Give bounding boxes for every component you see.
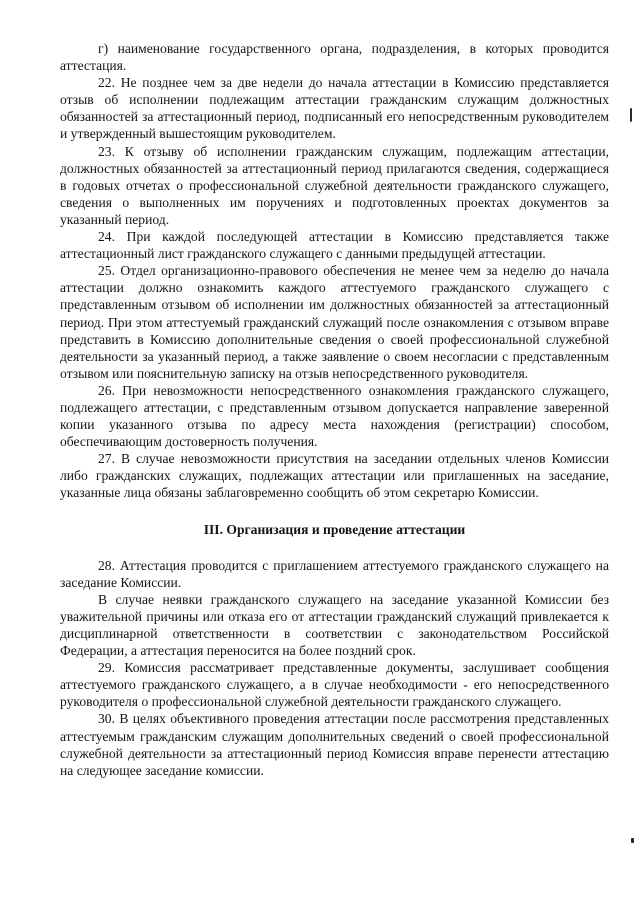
paragraph-24: 24. При каждой последующей аттестации в Комиссию представляется также аттестационный лист гражданского служащего с данными предыдущей аттестации. [60,229,609,262]
paragraph-26: 26. При невозможности непосредственного ознакомления гражданского служащего, подлежащего аттестации, с представленным отзывом допускается направление заверенной копии указанного отзыва по адресу места нахождения (регистрации) способом, обеспечивающим достоверность получения. [60,382,609,450]
scan-speck-bottom [631,838,634,843]
document-page [60,40,609,779]
scan-speck-top [630,108,632,122]
section-heading: III. Организация и проведение аттестации [203,521,466,537]
paragraph-sub-item-g: г) наименование государственного органа, подразделения, в которых проводится аттестация. [60,41,609,74]
paragraph-22: 22. Не позднее чем за две недели до начала аттестации в Комиссию представляется отзыв об исполнении подлежащим аттестации гражданским служащим должностных обязанностей за аттестационный период, подписанный его непосредственным руководителем и утвержденный вышестоящим руководителем. [60,75,609,142]
paragraph-29: 29. Комиссия рассматривает представленные документы, заслушивает сообщения аттестуемого гражданского служащего, а в случае необходимости - его непосредственного руководителя о профессиональной служебной деятельности гражданского служащего. [60,660,609,710]
paragraph-28-continued: В случае неявки гражданского служащего на заседание указанной Комиссии без уважительной причины или отказа его от аттестации гражданский служащий привлекается к дисциплинарной ответственности в соответствии с законодательством Российской Федерации, а аттестация переносится на более поздний срок. [60,591,609,659]
paragraph-28: 28. Аттестация проводится с приглашением аттестуемого гражданского служащего на заседание Комиссии. [60,557,609,590]
paragraph-27: 27. В случае невозможности присутствия на заседании отдельных членов Комиссии либо гражданских служащих, подлежащих аттестации или приглашенных на заседание, указанные лица обязаны заблаговременно сообщить об этом секретарю Комиссии. [60,451,609,501]
paragraph-23: 23. К отзыву об исполнении гражданским служащим, подлежащим аттестации, должностных обязанностей за аттестационный период прилагаются сведения, содержащиеся в годовых отчетах о профессиональной служебной деятельности гражданского служащего, сведения о выполненных им поручениях и подготовленных проектах документов за указанный период. [60,143,609,227]
paragraph-25: 25. Отдел организационно-правового обеспечения не менее чем за неделю до начала аттестации должно ознакомить каждого аттестуемого гражданского служащего с представленным отзывом об исполнении им должностных обязанностей за аттестационный период. При этом аттестуемый гражданский служащий после ознакомления с отзывом вправе представить в Комиссию дополнительные сведения о своей профессиональной служебной деятельности за указанный период, а также заявление о своем несогласии с представленным отзывом или пояснительную записку на отзыв непосредственного руководителя. [60,263,609,381]
paragraph-30: 30. В целях объективного проведения аттестации после рассмотрения представленных аттестуемым гражданским служащим дополнительных сведений о своей профессиональной служебной деятельности за аттестационный период Комиссия вправе перенести аттестацию на следующее заседание комиссии. [60,711,609,778]
